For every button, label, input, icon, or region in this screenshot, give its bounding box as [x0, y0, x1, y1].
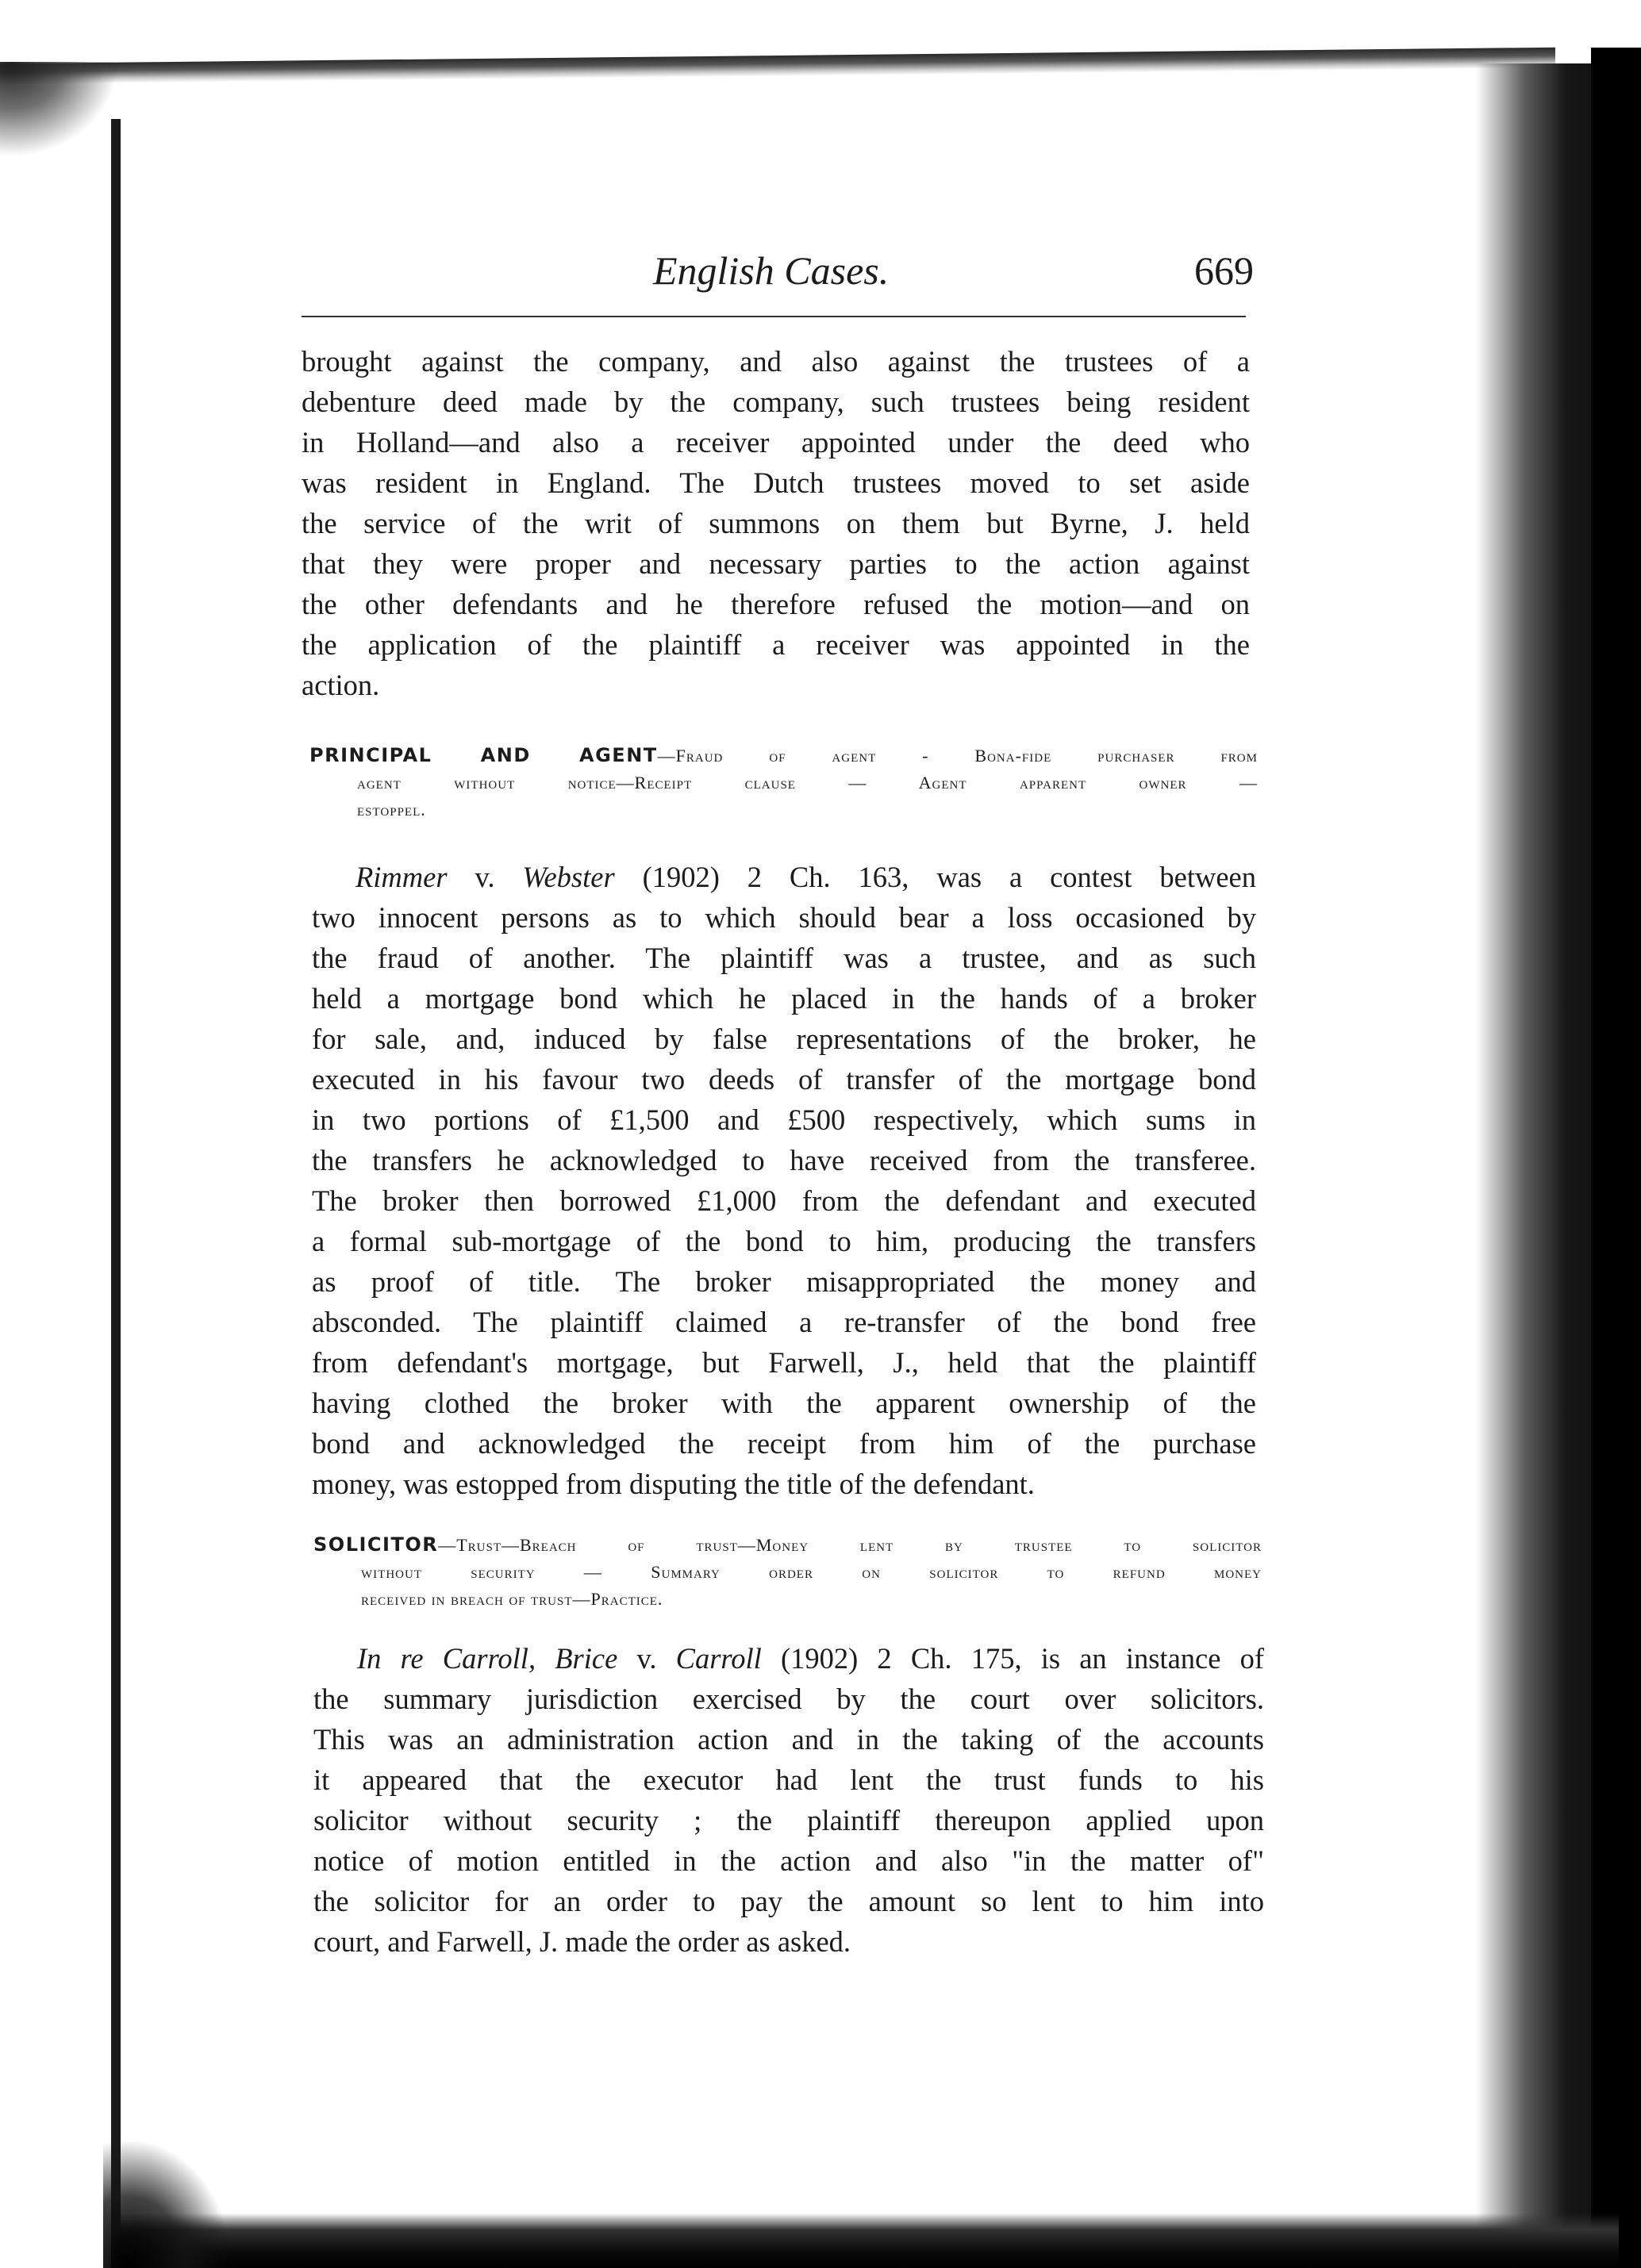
text-line: the other defendants and he therefore refused the motion—and on [302, 588, 1250, 620]
case-paragraph-rimmer [312, 857, 1256, 1504]
heading-line [309, 742, 1258, 769]
text-line: the service of the writ of summons on them but Byrne, J. held [302, 507, 1250, 539]
text-line: was resident in England. The Dutch trustees moved to set aside [302, 466, 1250, 499]
text-line: the application of the plaintiff a receiver was appointed in the [302, 628, 1250, 661]
text-line: the fraud of another. The plaintiff was a trustee, and as such [312, 942, 1256, 974]
topic-label: SOLICITOR [313, 1533, 439, 1556]
heading-line: without security — Summary order on solicitor to refund money [361, 1562, 1262, 1582]
header-rule [302, 316, 1246, 317]
text-line: notice of motion entitled in the action and also "in the matter of" [313, 1844, 1264, 1877]
text-line: absconded. The plaintiff claimed a re-transfer of the bond free [312, 1306, 1256, 1338]
text-line: held a mortgage bond which he placed in the hands of a broker [312, 982, 1256, 1015]
case-name: Webster [522, 861, 615, 893]
text-line: This was an administration action and in the taking of the accounts [313, 1723, 1264, 1756]
heading-line [313, 1531, 1262, 1559]
text-line: solicitor without security ; the plaintiff thereupon applied upon [313, 1804, 1264, 1836]
heading-line: received in breach of trust—Practice. [361, 1589, 663, 1609]
scan-shadow-bottom-left [103, 2142, 230, 2268]
heading-line: estoppel. [357, 800, 426, 819]
text-line: in Holland—and also a receiver appointed under the deed who [302, 426, 1250, 459]
text-line: the transfers he acknowledged to have received from the transferee. [312, 1144, 1256, 1176]
heading-text: —Trust—Breach of trust—Money lent by trustee to solicitor [438, 1535, 1262, 1555]
case-name: Carroll [675, 1642, 762, 1675]
text-line: money, was estopped from disputing the title of the defendant. [312, 1468, 1035, 1500]
text-line: debenture deed made by the company, such trustees being resident [302, 386, 1250, 418]
text-line: the solicitor for an order to pay the amount so lent to him into [313, 1885, 1264, 1917]
page-header [302, 248, 1254, 311]
text-line: bond and acknowledged the receipt from him of the purchase [312, 1427, 1256, 1460]
text-line: from defendant's mortgage, but Farwell, J., held that the plaintiff [312, 1346, 1256, 1379]
text-line: the summary jurisdiction exercised by the court over solicitors. [313, 1683, 1264, 1715]
page-number: 669 [1194, 248, 1254, 293]
scan-shadow-bottom [111, 2213, 1619, 2268]
case-name: In re Carroll, Brice [357, 1642, 618, 1675]
citation-text: (1902) 2 Ch. 163, was a contest between [642, 861, 1257, 893]
case-versus: v. [636, 1642, 657, 1675]
section-heading-solicitor [313, 1531, 1262, 1613]
topic-label: PRINCIPAL AND AGENT [309, 744, 658, 766]
scan-edge-right [1591, 48, 1641, 2268]
case-citation-line [312, 857, 1256, 897]
section-heading-principal-agent [309, 742, 1258, 823]
case-paragraph-carroll [313, 1638, 1264, 1962]
text-line: brought against the company, and also against the trustees of a [302, 345, 1250, 378]
running-title: English Cases. [653, 248, 890, 293]
text-line: a formal sub-mortgage of the bond to him, producing the transfers [312, 1225, 1256, 1257]
continuation-paragraph [302, 341, 1250, 705]
text-line: it appeared that the executor had lent the trust funds to his [313, 1763, 1264, 1796]
text-line: in two portions of £1,500 and £500 respectively, which sums in [312, 1103, 1256, 1136]
case-name: Rimmer [355, 861, 448, 893]
text-line: two innocent persons as to which should bear a loss occasioned by [312, 901, 1256, 934]
text-line: as proof of title. The broker misappropriated the money and [312, 1265, 1256, 1298]
heading-text: —Fraud of agent - Bona-fide purchaser from [657, 746, 1258, 766]
text-line: that they were proper and necessary parties to the action against [302, 547, 1250, 580]
text-line: for sale, and, induced by false representations of the broker, he [312, 1023, 1256, 1055]
scan-shadow-top-left [0, 62, 119, 157]
citation-text: (1902) 2 Ch. 175, is an instance of [780, 1642, 1264, 1675]
text-line: The broker then borrowed £1,000 from the defendant and executed [312, 1184, 1256, 1217]
text-line: having clothed the broker with the apparent ownership of the [312, 1387, 1256, 1419]
text-line: court, and Farwell, J. made the order as asked. [313, 1925, 851, 1958]
case-citation-line [313, 1638, 1264, 1679]
scan-shadow-top [0, 48, 1555, 85]
scan-edge-left [111, 119, 121, 2253]
text-line: action. [302, 669, 380, 701]
heading-line: agent without notice—Receipt clause — Agent apparent owner — [357, 773, 1258, 792]
text-line: executed in his favour two deeds of transfer of the mortgage bond [312, 1063, 1256, 1096]
case-versus: v. [475, 861, 495, 893]
